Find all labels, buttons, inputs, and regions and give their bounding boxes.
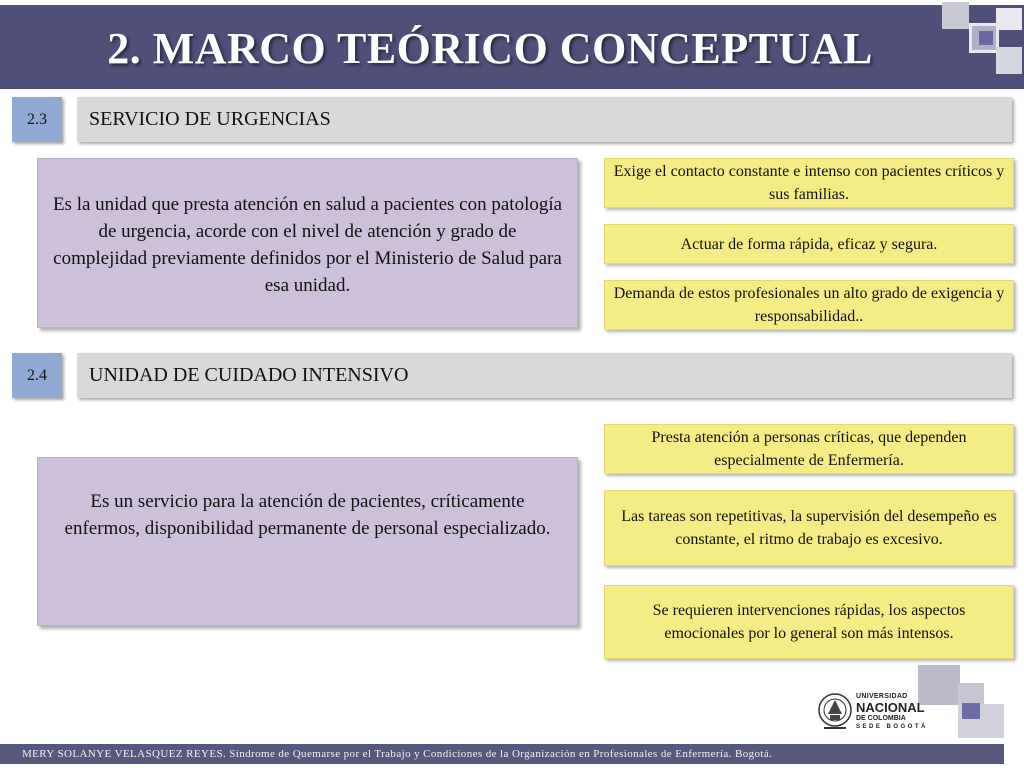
note-text: Exige el contacto constante e intenso con pacientes críticos y sus familias. bbox=[613, 163, 1005, 203]
logo-line: SEDE BOGOTÁ bbox=[856, 724, 928, 730]
section-heading-bar: UNIDAD DE CUIDADO INTENSIVO bbox=[77, 353, 1012, 398]
footer-bar bbox=[0, 744, 1004, 764]
decorative-square bbox=[942, 2, 969, 29]
slide-title: 2. MARCO TEÓRICO CONCEPTUAL bbox=[107, 24, 873, 73]
section-heading-bar: SERVICIO DE URGENCIAS bbox=[77, 97, 1012, 142]
decorative-square bbox=[958, 683, 984, 705]
definition-text: Es la unidad que presta atención en salud a pacientes con patología de urgencia, acorde con el nivel de atención y grado de complejidad previamente definidos por el Ministerio de Salud para esa unidad. bbox=[52, 194, 563, 296]
title-bar bbox=[0, 5, 1024, 89]
note-text: Las tareas son repetitivas, la supervisión del desempeño es constante, el ritmo de trabajo es excesivo. bbox=[621, 508, 997, 548]
footer-text: MERY SOLANYE VELASQUEZ REYES. Síndrome de Quemarse por el Trabajo y Condiciones de la Organización en Profesionales de Enfermería. Bogotá. bbox=[22, 748, 773, 760]
note-box bbox=[604, 490, 1014, 566]
note-box bbox=[604, 280, 1014, 330]
definition-box bbox=[37, 158, 578, 328]
decorative-square bbox=[996, 8, 1022, 30]
logo-line: NACIONAL bbox=[856, 700, 925, 715]
decorative-square bbox=[996, 47, 1022, 74]
university-logo bbox=[810, 688, 940, 738]
note-text: Presta atención a personas críticas, que dependen especialmente de Enfermería. bbox=[651, 429, 967, 469]
section-number-tag: 2.3 bbox=[12, 97, 62, 142]
definition-box bbox=[37, 457, 578, 626]
logo-line: DE COLOMBIA bbox=[856, 715, 906, 722]
decorative-square bbox=[979, 31, 993, 45]
section-number-tag: 2.4 bbox=[12, 353, 62, 398]
note-text: Actuar de forma rápida, eficaz y segura. bbox=[680, 235, 938, 253]
note-box bbox=[604, 224, 1014, 264]
note-text: Se requieren intervenciones rápidas, los aspectos emocionales por lo general son más intensos. bbox=[652, 602, 966, 642]
definition-text: Es un servicio para la atención de pacientes, críticamente enfermos, disponibilidad permanente de personal especializado. bbox=[64, 491, 551, 539]
note-box bbox=[604, 585, 1014, 659]
note-text: Demanda de estos profesionales un alto grado de exigencia y responsabilidad.. bbox=[613, 285, 1005, 325]
note-box bbox=[604, 424, 1014, 474]
seal-icon bbox=[816, 690, 854, 734]
decorative-square bbox=[962, 703, 980, 719]
note-box bbox=[604, 158, 1014, 208]
logo-line: UNIVERSIDAD bbox=[856, 693, 908, 700]
